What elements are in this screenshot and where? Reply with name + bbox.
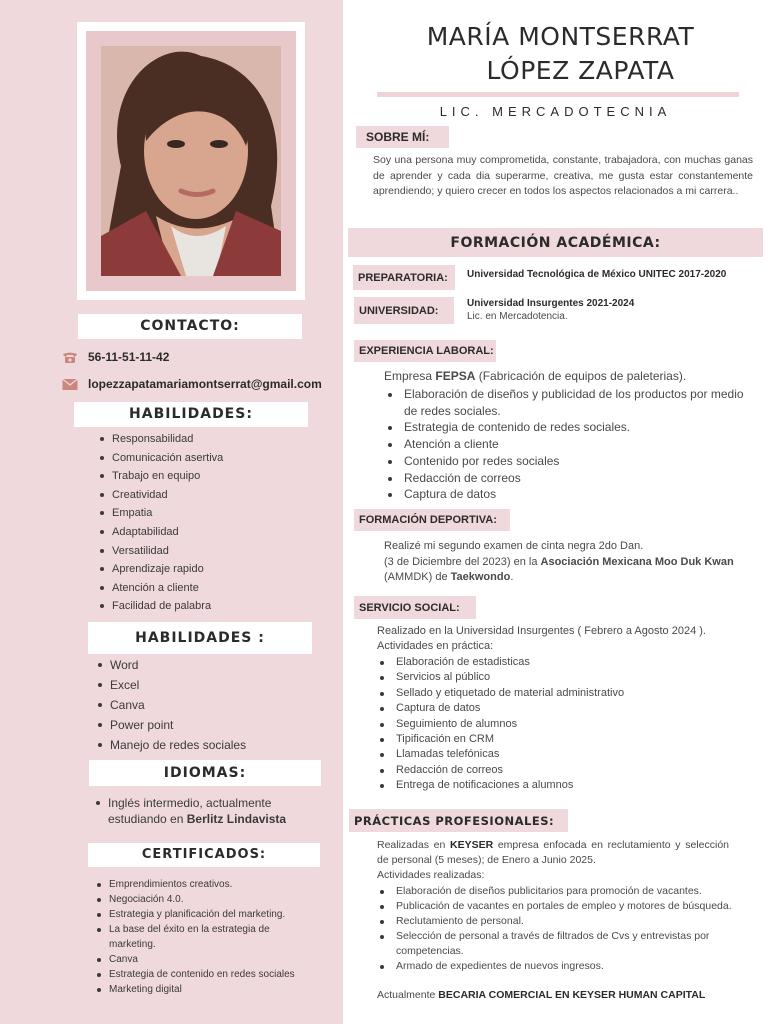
list-item: Elaboración de diseños y publicidad de los productos por medio de redes sociales. [384, 386, 754, 419]
list-item: Publicación de vacantes en portales de empleo y motores de búsqueda. [376, 899, 732, 914]
name-underline [377, 92, 739, 97]
list-item: Armado de expedientes de nuevos ingresos. [376, 959, 732, 974]
contact-email [62, 377, 322, 391]
tools-list [98, 657, 246, 757]
list-item: Seguimiento de alumnos [376, 717, 746, 732]
list-item: Adaptabilidad [100, 524, 223, 543]
practice-current: Actualmente BECARIA COMERCIAL EN KEYSER HUMAN CAPITAL [377, 989, 706, 1001]
list-item: Redacción de correos [376, 763, 746, 778]
list-item: Facilidad de palabra [100, 598, 223, 617]
prep-value: Universidad Tecnológica de México UNITEC 2017-2020 [467, 269, 727, 280]
list-item: Sellado y etiquetado de material administrativo [376, 686, 746, 701]
list-item: Emprendimientos creativos. [97, 877, 317, 892]
uni-value: Universidad Insurgentes 2021-2024 Lic. en Mercadotencia. [467, 298, 635, 322]
list-item: Captura de datos [376, 701, 746, 716]
practice-heading: PRÁCTICAS PROFESIONALES: [349, 809, 568, 832]
envelope-icon [62, 378, 78, 391]
list-item: Redacción de correos [384, 470, 754, 487]
list-item: Power point [98, 717, 246, 737]
social-heading: SERVICIO SOCIAL: [354, 596, 476, 619]
list-item: Aprendizaje rapido [100, 561, 223, 580]
experience-heading: EXPERIENCIA LABORAL: [354, 340, 496, 362]
about-text: Soy una persona muy comprometida, constante, trabajadora, con muchas ganas de aprender y cada dia superarme, creativa, me gusta estar constantemente aprendiendo; y quiero crecer en todos los aspectos relacionados a mi carrera.. [373, 154, 753, 197]
list-item: Manejo de redes sociales [98, 737, 246, 757]
skills-list [100, 431, 223, 617]
uni-label: UNIVERSIDAD: [354, 297, 454, 324]
tools-heading: HABILIDADES : [88, 622, 312, 654]
email-address[interactable]: lopezzapatamariamontserrat@gmail.com [88, 377, 322, 391]
list-item: Inglés intermedio, actualmente estudiando en Berlitz Lindavista [96, 795, 326, 827]
experience-company: Empresa FEPSA (Fabricación de equipos de paleterias). [384, 369, 687, 383]
certificates-heading: CERTIFICADOS: [88, 843, 320, 867]
skills-heading: HABILIDADES: [74, 402, 308, 427]
list-item: Selección de personal a través de filtrados de Cvs y entrevistas por competencias. [376, 929, 732, 959]
language-school: Berlitz Lindavista [186, 812, 287, 826]
list-item: Llamadas telefónicas [376, 747, 746, 762]
languages-heading: IDIOMAS: [89, 760, 321, 786]
name-line-2: LÓPEZ ZAPATA [486, 56, 675, 85]
list-item: Estrategia y planificación del marketing. [97, 907, 317, 922]
list-item: Responsabilidad [100, 431, 223, 450]
sports-text: Realizé mi segundo examen de cinta negra 2do Dan. (3 de Diciembre del 2023) en la Asociación Mexicana Moo Duk Kwan (AMMDK) de Taekwondo. [384, 540, 734, 583]
prep-label: PREPARATORIA: [353, 265, 455, 290]
name-line-1: MARÍA MONTSERRAT [426, 22, 695, 51]
list-item: Excel [98, 677, 246, 697]
experience-list [384, 386, 754, 503]
phone-number[interactable]: 56-11-51-11-42 [88, 350, 170, 364]
list-item: Reclutamiento de personal. [376, 914, 732, 929]
list-item: Entrega de notificaciones a alumnos [376, 778, 746, 793]
list-item: La base del éxito en la estrategia de marketing. [97, 922, 317, 952]
list-item: Negociación 4.0. [97, 892, 317, 907]
list-item: Canva [97, 952, 317, 967]
list-item: Estrategia de contenido en redes sociales [97, 967, 317, 982]
list-item: Elaboración de diseños publicitarios para promoción de vacantes. [376, 884, 732, 899]
practice-activities-label: Actividades realizadas: [377, 869, 485, 881]
degree-title: LIC. MERCADOTECNIA [439, 104, 672, 119]
list-item: Atención a cliente [100, 580, 223, 599]
practice-intro: Realizadas en KEYSER empresa enfocada en reclutamiento y selección de personal (5 meses); de Enero a Junio 2025. [377, 839, 730, 866]
list-item: Comunicación asertiva [100, 450, 223, 469]
list-item: Creatividad [100, 487, 223, 506]
practice-list [376, 884, 732, 974]
education-heading: FORMACIÓN ACADÉMICA: [348, 228, 763, 257]
sidebar [0, 0, 343, 1024]
uni-sub: Lic. en Mercadotencia. [467, 311, 568, 322]
list-item: Word [98, 657, 246, 677]
certificates-list [97, 877, 317, 997]
list-item: Tipificación en CRM [376, 732, 746, 747]
list-item: Versatilidad [100, 543, 223, 562]
list-item: Estrategia de contenido de redes sociales. [384, 419, 754, 436]
social-intro: Realizado en la Universidad Insurgentes ( Febrero a Agosto 2024 ). Actividades en práctica: [377, 625, 706, 653]
sports-heading: FORMACIÓN DEPORTIVA: [354, 509, 510, 531]
list-item: Empatia [100, 505, 223, 524]
list-item: Captura de datos [384, 486, 754, 503]
social-list [376, 655, 746, 794]
about-heading: SOBRE MÍ: [356, 126, 449, 148]
photo-frame [77, 22, 305, 300]
contact-phone [62, 350, 169, 364]
languages-list [96, 795, 326, 827]
phone-icon [62, 351, 78, 364]
list-item: Trabajo en equipo [100, 468, 223, 487]
list-item: Atención a cliente [384, 436, 754, 453]
list-item: Elaboración de estadisticas [376, 655, 746, 670]
list-item: Marketing digital [97, 982, 317, 997]
list-item: Contenido por redes sociales [384, 453, 754, 470]
list-item: Canva [98, 697, 246, 717]
profile-photo [101, 46, 281, 276]
contact-heading: CONTACTO: [78, 314, 302, 339]
list-item: Servicios al público [376, 670, 746, 685]
